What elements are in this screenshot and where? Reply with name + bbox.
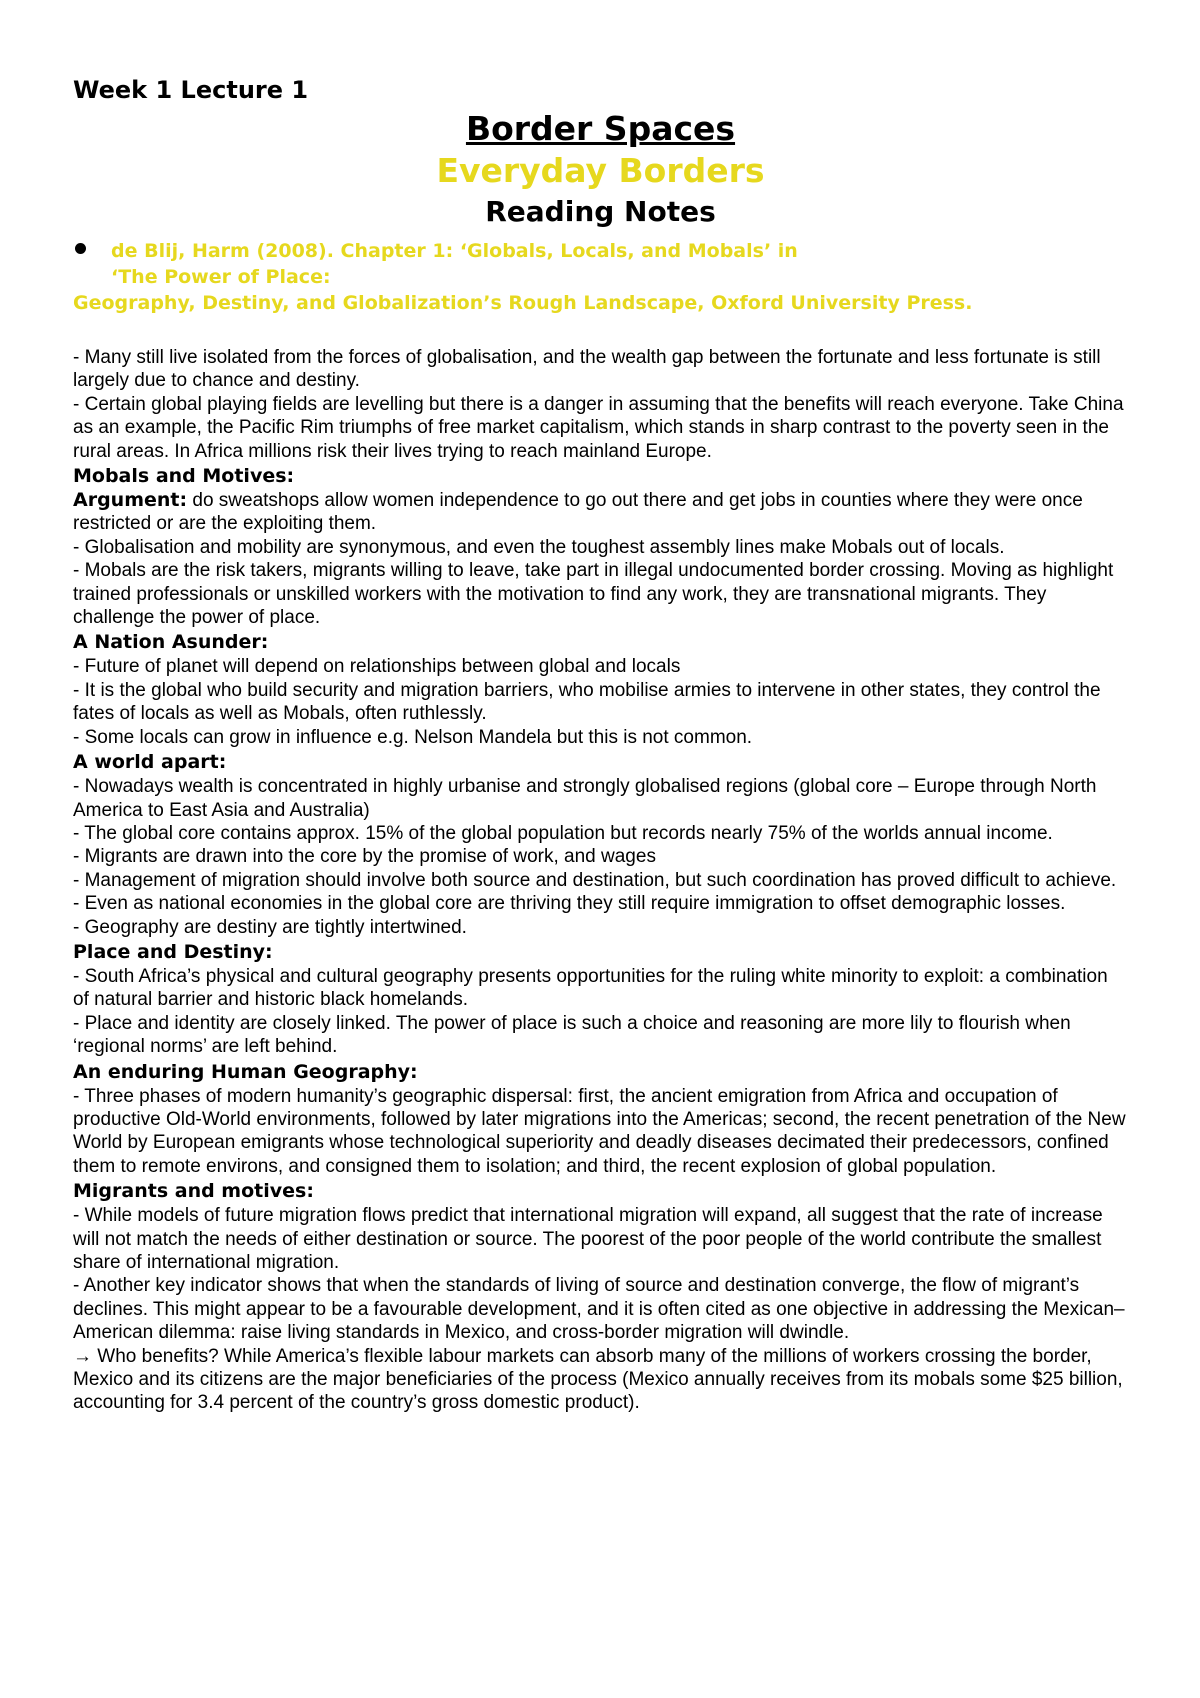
section-heading: A world apart:	[73, 751, 227, 774]
note-item: - Migrants are drawn into the core by the promise of work, and wages	[73, 846, 656, 868]
note-item: - Management of migration should involve both source and destination, but such coordination has proved difficult to achieve.	[73, 869, 1117, 891]
reference-line-2: ‘The Power of Place:	[111, 266, 331, 288]
right-arrow-icon: →	[73, 1345, 92, 1367]
note-item: - Globalisation and mobility are synonymous, and even the toughest assembly lines make Mobals out of locals.	[73, 536, 1005, 558]
reference-citation	[73, 238, 1128, 316]
note-item: - While models of future migration flows predict that international migration will expand, all suggest that the rate of increase will not match the needs of either destination or source. The poorest of the poor people of the world contribute the smallest share of international migration.	[73, 1205, 1103, 1273]
section-heading: Place and Destiny:	[73, 940, 273, 963]
argument-label: Argument:	[73, 489, 188, 512]
note-item: - The global core contains approx. 15% of the global population but records nearly 75% of the worlds annual income.	[73, 822, 1053, 844]
intro-paragraph: - Many still live isolated from the forces of globalisation, and the wealth gap between the fortunate and less fortunate is still largely due to chance and destiny.	[73, 347, 1101, 392]
conclusion-paragraph	[73, 1345, 1128, 1415]
note-item: - Mobals are the risk takers, migrants willing to leave, take part in illegal undocumented border crossing. Moving as highlight trained professionals or unskilled workers with the motivation to find any work, they are transnational migrants. They challenge the power of place.	[73, 560, 1114, 629]
document-title: Border Spaces	[465, 109, 736, 148]
note-item: - Even as national economies in the global core are thriving they still require immigration to offset demographic losses.	[73, 893, 1066, 915]
note-item: - Some locals can grow in influence e.g. Nelson Mandela but this is not common.	[73, 726, 753, 748]
notes-body	[73, 346, 1128, 1415]
reading-notes-heading: Reading Notes	[485, 195, 716, 228]
section-heading: Migrants and motives:	[73, 1180, 314, 1203]
note-item: - Future of planet will depend on relationships between global and locals	[73, 656, 681, 678]
note-item: - Geography are destiny are tightly intertwined.	[73, 916, 467, 938]
bullet-icon	[75, 243, 86, 254]
conclusion-text: Who benefits? While America’s flexible labour markets can absorb many of the millions of workers crossing the border, Mexico and its citizens are the major beneficiaries of the process (Mexico annually receives from its mobals some $25 billion, accounting for 3.4 percent of the country’s gross domestic product).	[73, 1345, 1123, 1414]
document-subtitle: Everyday Borders	[436, 151, 765, 190]
intro-paragraph: - Certain global playing fields are levelling but there is a danger in assuming that the benefits will reach everyone. Take China as an example, the Pacific Rim triumphs of free market capitalism, which stands in sharp contrast to the poverty seen in the rural areas. In Africa millions risk their lives trying to reach mainland Europe.	[73, 393, 1124, 462]
note-item: - Nowadays wealth is concentrated in highly urbanise and strongly globalised regions (global core – Europe through North America to East Asia and Australia)	[73, 776, 1097, 821]
note-item: - South Africa’s physical and cultural geography presents opportunities for the ruling white minority to exploit: a combination of natural barrier and historic black homelands.	[73, 965, 1108, 1011]
reference-line-3: Geography, Destiny, and Globalization’s Rough Landscape, Oxford University Press.	[73, 292, 973, 314]
week-label: Week 1 Lecture 1	[73, 76, 309, 104]
note-item: - Three phases of modern humanity’s geographic dispersal: first, the ancient emigration from Africa and occupation of productive Old-World environments, followed by later migrations into the Americas; second, the recent penetration of the New World by European emigrants whose technological superiority and deadly diseases decimated their predecessors, confined them to remote environs, and consigned them to isolation; and third, the recent explosion of global population.	[73, 1085, 1126, 1177]
argument-text: do sweatshops allow women independence to go out there and get jobs in counties where they were once restricted or are the exploiting them.	[73, 490, 1083, 535]
note-item: - Another key indicator shows that when the standards of living of source and destination converge, the flow of migrant’s declines. This might appear to be a favourable development, and it is often cited as one objective in addressing the Mexican–American dilemma: raise living standards in Mexico, and cross-border migration will dwindle.	[73, 1275, 1125, 1344]
reference-line-1: de Blij, Harm (2008). Chapter 1: ‘Globals, Locals, and Mobals’ in	[111, 240, 798, 262]
section-heading: Mobals and Motives:	[73, 465, 295, 488]
note-item: - Place and identity are closely linked. The power of place is such a choice and reasoning are more lily to flourish when ‘regional norms’ are left behind.	[73, 1012, 1071, 1058]
section-heading: An enduring Human Geography:	[73, 1060, 418, 1083]
note-item: - It is the global who build security and migration barriers, who mobilise armies to intervene in other states, they control the fates of locals as well as Mobals, often ruthlessly.	[73, 679, 1101, 725]
argument-paragraph	[73, 489, 1128, 536]
section-heading: A Nation Asunder:	[73, 631, 269, 654]
